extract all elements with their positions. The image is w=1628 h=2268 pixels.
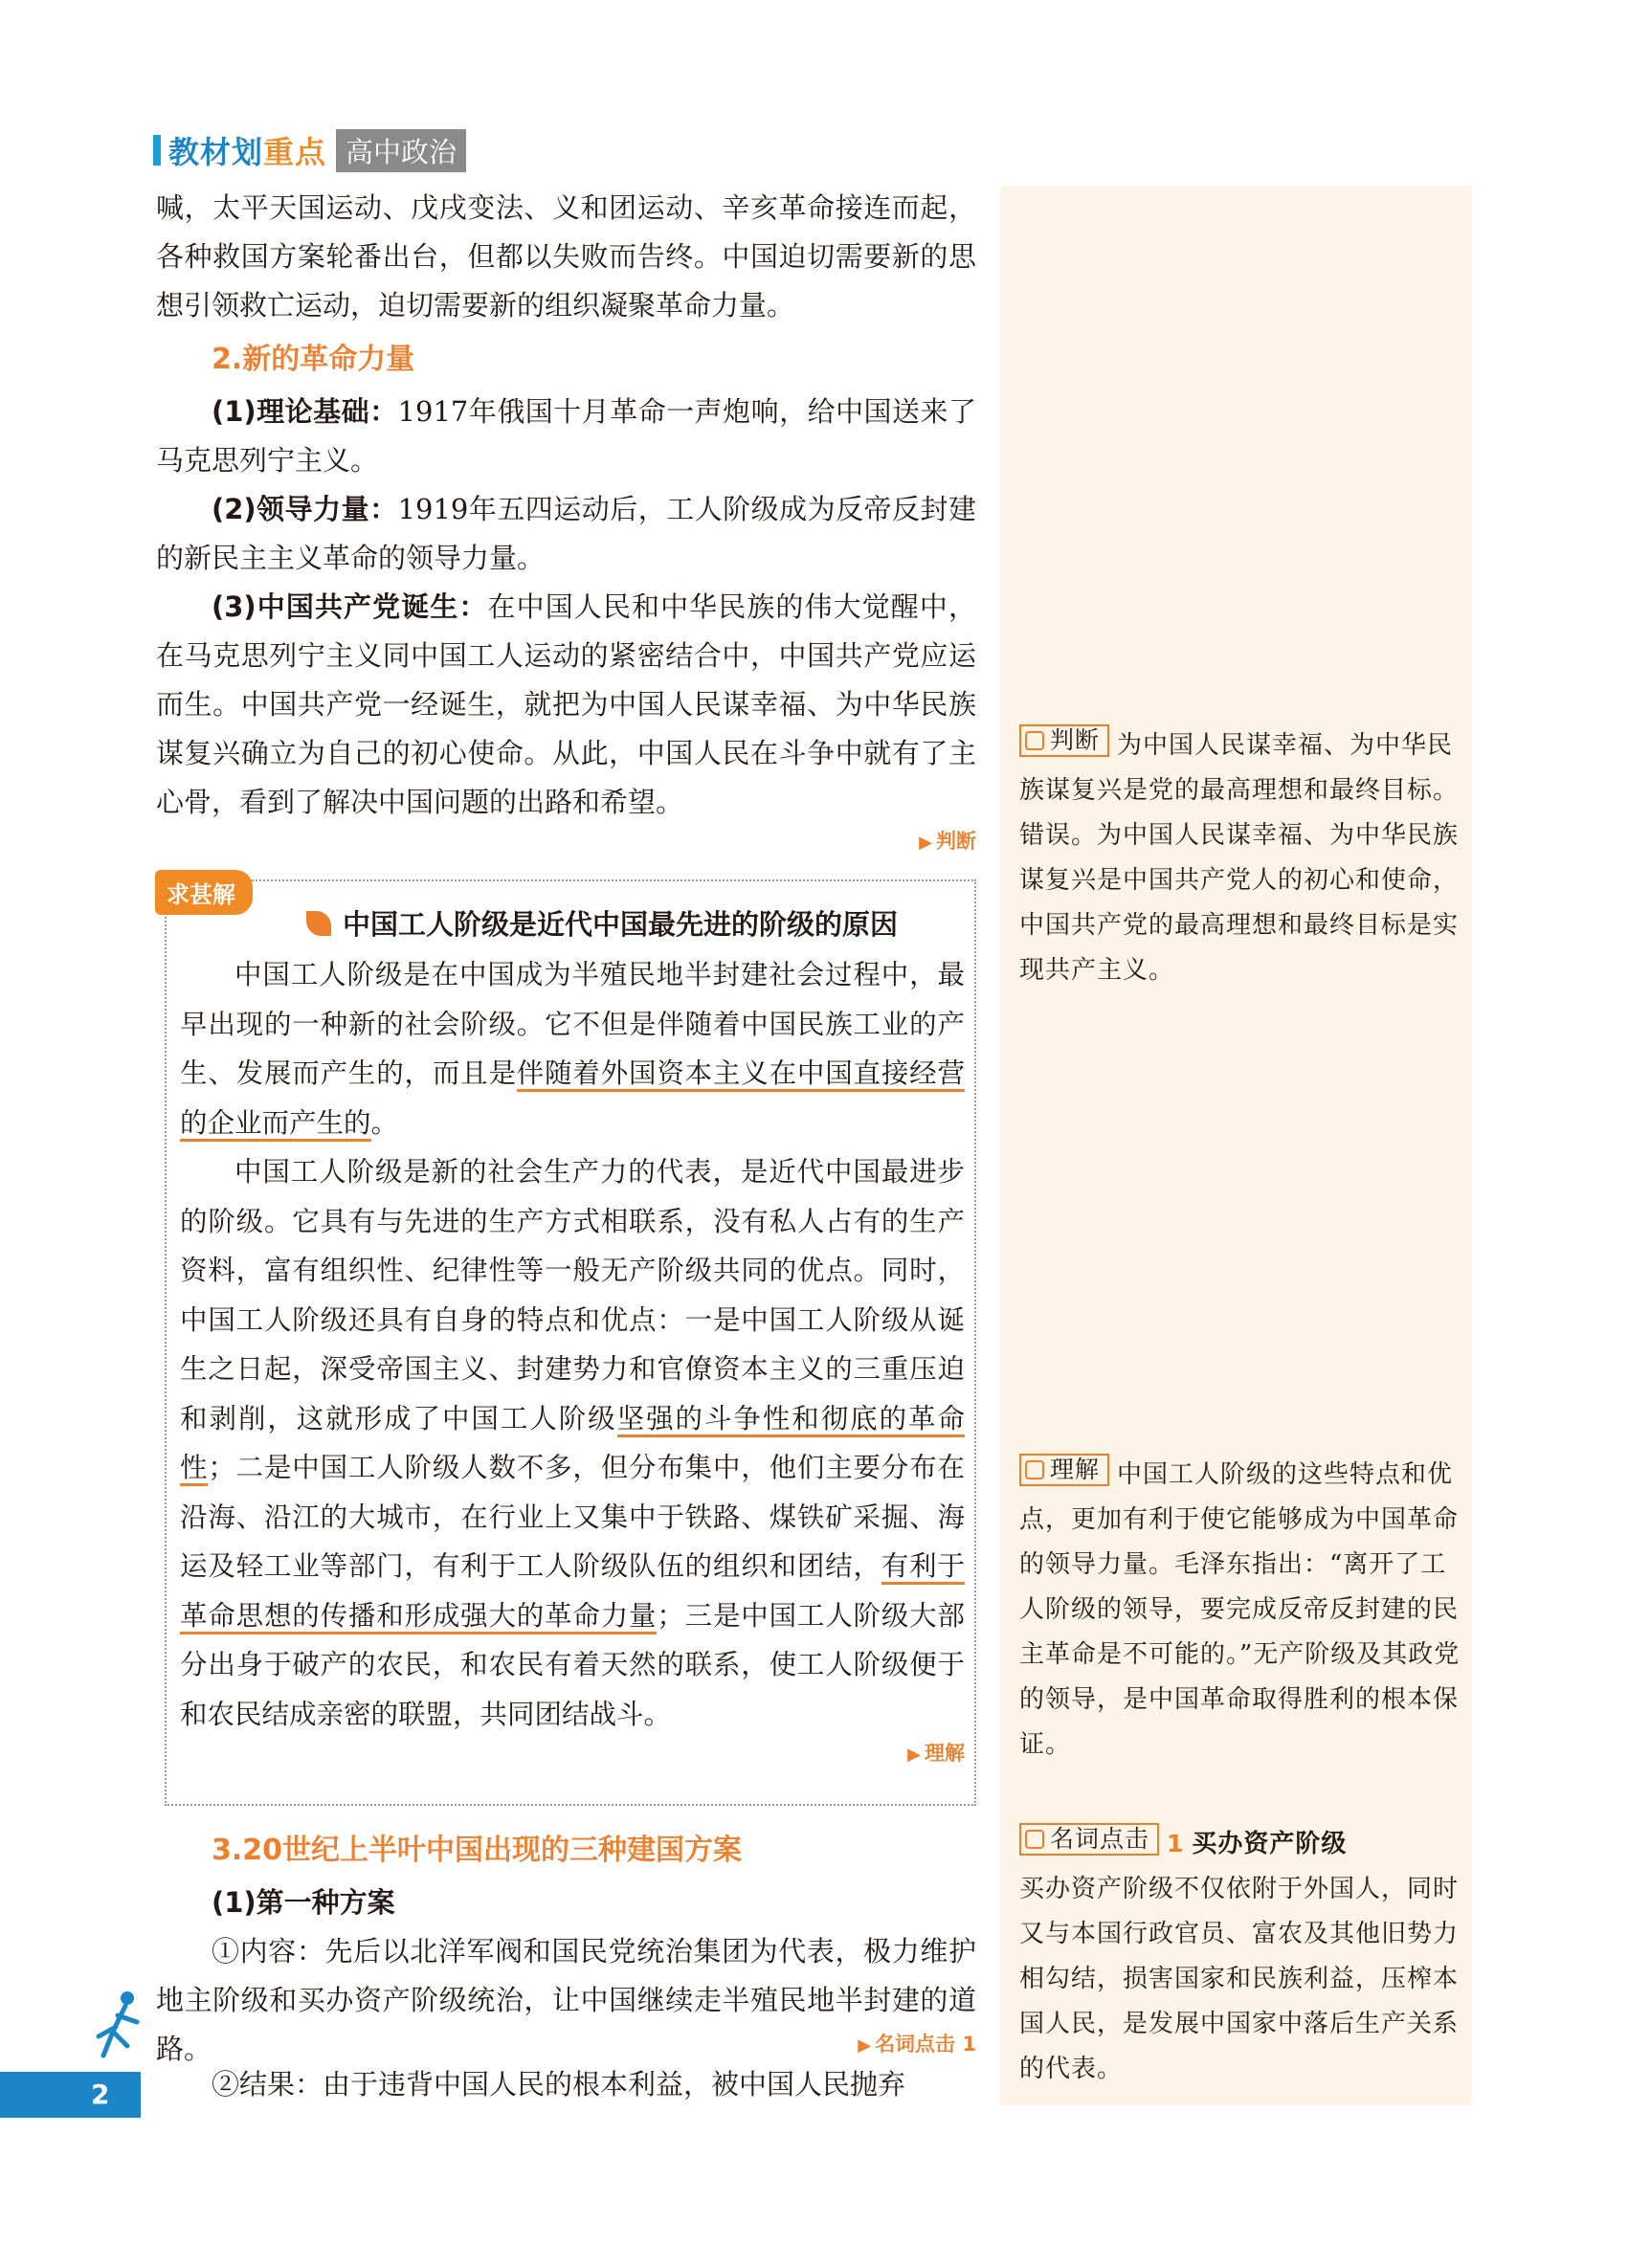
- book-icon: [1025, 1460, 1044, 1479]
- box-paragraph-2: 中国工人阶级是新的社会生产力的代表，是近代中国最进步的阶级。它具有与先进的生产方式相联系，没有私人占有的生产资料，富有组织性、纪律性等一般无产阶级共同的优点。同时，中国工人阶级还具有自身的特点和优点：一是中国工人阶级从诞生之日起，深受帝国主义、封建势力和官僚资本主义的三重压迫和剥削，这就形成了中国工人阶级坚强的斗争性和彻底的革命性；二是中国工人阶级人数不多，但分布集中，他们主要分布在沿海、沿江的大城市，在行业上又集中于铁路、煤铁矿采掘、海运及轻工业等部门，有利于工人阶级队伍的组织和团结，有利于革命思想的传播和形成强大的革命力量；三是中国工人阶级大部分出身于破产的农民，和农民有着天然的联系，使工人阶级便于和农民结成亲密的联盟，共同团结战斗。: [180, 1156, 965, 1730]
- subject-label: 高中政治: [336, 129, 466, 172]
- header-bar: [153, 135, 161, 166]
- leaf-icon: [306, 911, 331, 936]
- deep-dive-tag: 求甚解: [155, 870, 253, 915]
- side-column: [1000, 186, 1472, 2105]
- side-note-term: 名词点击 1 买办资产阶级 买办资产阶级不仅依附于外国人，同时又与本国行政官员、富农及其他旧势力相勾结，损害国家和民族利益，压榨本国人民，是发展中国家中落后生产关系的代表。: [1019, 1825, 1460, 2083]
- understand-tag: 理解: [1019, 1454, 1109, 1486]
- ref-term[interactable]: ▶ 名词点击 1: [858, 2033, 976, 2056]
- plan-1-heading: (1)第一种方案: [212, 1886, 395, 1919]
- section-heading-2: 2.新的革命力量: [212, 343, 415, 376]
- main-column: [156, 184, 976, 857]
- runner-figure-icon: [89, 1989, 146, 2065]
- point-3: (3)中国共产党诞生：在中国人民和中华民族的伟大觉醒中，在马克思列宁主义同中国工人运动的紧密结合中，中国共产党应运而生。中国共产党一经诞生，就把为中国人民谋幸福、为中华民族谋复兴确立为自己的初心使命。从此，中国人民在斗争中就有了主心骨，看到了解决中国问题的出路和希望。: [156, 590, 976, 818]
- plan-1-result: ②结果：由于违背中国人民的根本利益，被中国人民抛弃: [212, 2068, 906, 2101]
- ref-judge[interactable]: ▶ 判断: [919, 830, 976, 853]
- point-2: (2)领导力量：1919年五四运动后，工人阶级成为反帝反封建的新民主主义革命的领导力量。: [156, 493, 976, 574]
- page-header: [153, 131, 466, 169]
- section-heading-3: 3.20世纪上半叶中国出现的三种建国方案: [212, 1834, 743, 1867]
- ref-understand[interactable]: ▶ 理解: [907, 1742, 965, 1765]
- deep-dive-title: 中国工人阶级是近代中国最先进的阶级的原因: [306, 903, 898, 943]
- box-paragraph-1: 中国工人阶级是在中国成为半殖民地半封建社会过程中，最早出现的一种新的社会阶级。它不但是伴随着中国民族工业的产生、发展而产生的，而且是伴随着外国资本主义在中国直接经营的企业而产生的。: [180, 950, 965, 1147]
- page-number: 2: [0, 2072, 141, 2118]
- term-tag: 名词点击: [1019, 1823, 1159, 1856]
- judge-tag: 判断: [1019, 724, 1109, 757]
- intro-paragraph: 喊，太平天国运动、戊戌变法、义和团运动、辛亥革命接连而起，各种救国方案轮番出台，但都以失败而告终。中国迫切需要新的思想引领救亡运动，迫切需要新的组织凝聚革命力量。: [156, 191, 976, 322]
- side-note-understand: 理解 中国工人阶级的这些特点和优点，更加有利于使它能够成为中国革命的领导力量。毛泽东指出：“离开了工人阶级的领导，要完成反帝反封建的民主革命是不可能的。”无产阶级及其政党的领导，是中国革命取得胜利的根本保证。: [1019, 1456, 1461, 1759]
- link-icon: [1025, 1830, 1044, 1849]
- side-note-judge: 判断 为中国人民谋幸福、为中华民族谋复兴是党的最高理想和最终目标。 错误。为中国人民谋幸福、为中华民族谋复兴是中国共产党人的初心和使命，中国共产党的最高理想和最终目标是实现共产主义。: [1019, 726, 1460, 985]
- check-icon: [1025, 731, 1044, 750]
- deep-dive-body: [180, 950, 965, 1769]
- point-1: (1)理论基础：1917年俄国十月革命一声炮响，给中国送来了马克思列宁主义。: [156, 395, 976, 477]
- brand-logo: 教材划重点: [168, 134, 327, 170]
- plan-1-content: ①内容：先后以北洋军阀和国民党统治集团为代表，极力维护地主阶级和买办资产阶级统治，让中国继续走半殖民地半封建的道路。: [156, 1935, 976, 2065]
- section-3: [156, 1821, 976, 2109]
